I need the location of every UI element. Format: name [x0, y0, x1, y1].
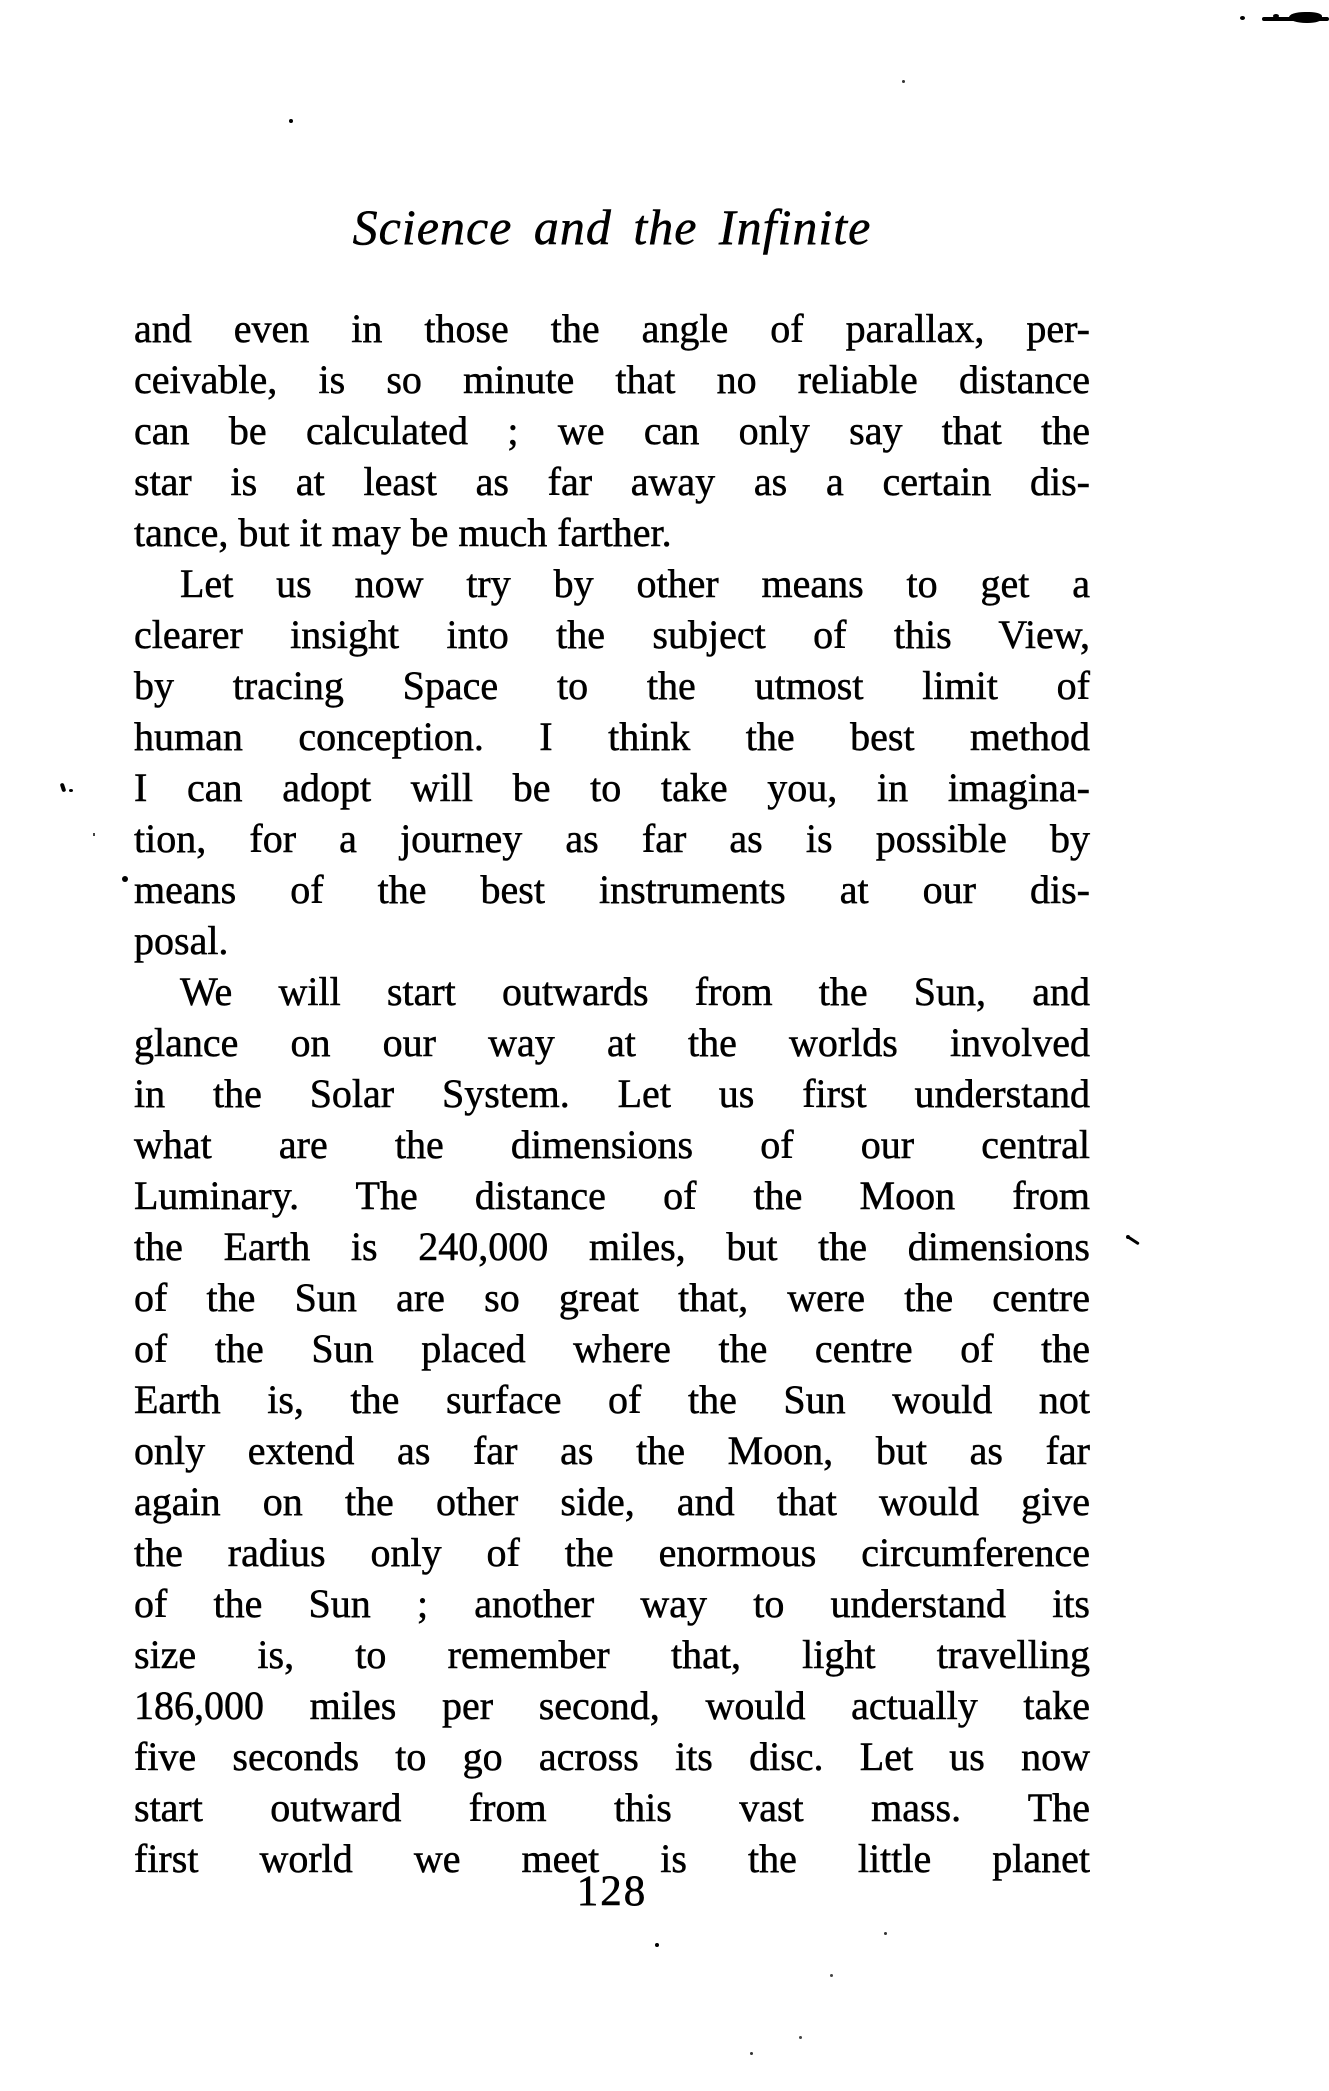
ink-speck: [750, 2052, 753, 2055]
text-line: only extend as far as the Moon, but as far: [134, 1428, 1090, 1473]
text-line: what are the dimensions of our central: [134, 1122, 1090, 1167]
text-line: I can adopt will be to take you, in imagina-: [134, 765, 1090, 810]
text-line: again on the other side, and that would give: [134, 1479, 1090, 1524]
text-line: tance, but it may be much farther.: [134, 510, 672, 555]
ink-speck-left-margin: [69, 789, 73, 792]
text-line: 186,000 miles per second, would actually take: [134, 1683, 1090, 1728]
text-line: and even in those the angle of parallax, per-: [134, 306, 1090, 351]
ink-speck: [289, 119, 293, 123]
ink-mark-right-margin: [1126, 1235, 1130, 1239]
ink-speck-left-margin: [60, 783, 67, 793]
text-line: Let us now try by other means to get a: [180, 561, 1090, 606]
ink-speck: [1273, 14, 1279, 18]
page-number: 128: [576, 1868, 648, 1915]
ink-speck: [902, 80, 905, 83]
ink-speck: [1240, 16, 1245, 20]
text-line: in the Solar System. Let us first understand: [134, 1071, 1090, 1116]
text-line: Earth is, the surface of the Sun would not: [134, 1377, 1090, 1422]
text-line: clearer insight into the subject of this View,: [134, 612, 1090, 657]
text-line: the Earth is 240,000 miles, but the dimensions: [134, 1224, 1090, 1269]
text-line: ceivable, is so minute that no reliable distance: [134, 357, 1090, 402]
scan-smudge-top-right: [1289, 12, 1322, 23]
text-line: by tracing Space to the utmost limit of: [134, 663, 1090, 708]
text-line: means of the best instruments at our dis-: [134, 867, 1090, 912]
paragraph: [134, 966, 1090, 1884]
ink-speck: [799, 2036, 802, 2039]
text-line: of the Sun placed where the centre of the: [134, 1326, 1090, 1371]
text-line: posal.: [134, 918, 229, 963]
text-line: can be calculated ; we can only say that the: [134, 408, 1090, 453]
text-line: human conception. I think the best method: [134, 714, 1090, 759]
text-line: five seconds to go across its disc. Let us now: [134, 1734, 1090, 1779]
text-line: star is at least as far away as a certain dis-: [134, 459, 1090, 504]
paragraph: [134, 303, 1090, 558]
text-line: size is, to remember that, light travelling: [134, 1632, 1090, 1677]
text-line: start outward from this vast mass. The: [134, 1785, 1090, 1830]
ink-speck: [830, 1974, 833, 1977]
text-line: of the Sun ; another way to understand its: [134, 1581, 1090, 1626]
text-line: glance on our way at the worlds involved: [134, 1020, 1090, 1065]
ink-speck: [655, 1943, 659, 1947]
text-line: the radius only of the enormous circumference: [134, 1530, 1090, 1575]
body-text: [134, 303, 1090, 1884]
running-head: Science and the Infinite: [352, 199, 872, 255]
ink-speck: [93, 833, 95, 836]
ink-speck: [884, 1932, 887, 1935]
ink-dot-before-means: [122, 876, 128, 882]
text-line: of the Sun are so great that, were the centre: [134, 1275, 1090, 1320]
paragraph: [134, 558, 1090, 966]
text-line: tion, for a journey as far as is possible by: [134, 816, 1090, 861]
text-line: Luminary. The distance of the Moon from: [134, 1173, 1090, 1218]
text-line: first world we meet is the little planet: [134, 1836, 1090, 1881]
text-line: We will start outwards from the Sun, and: [180, 969, 1090, 1014]
